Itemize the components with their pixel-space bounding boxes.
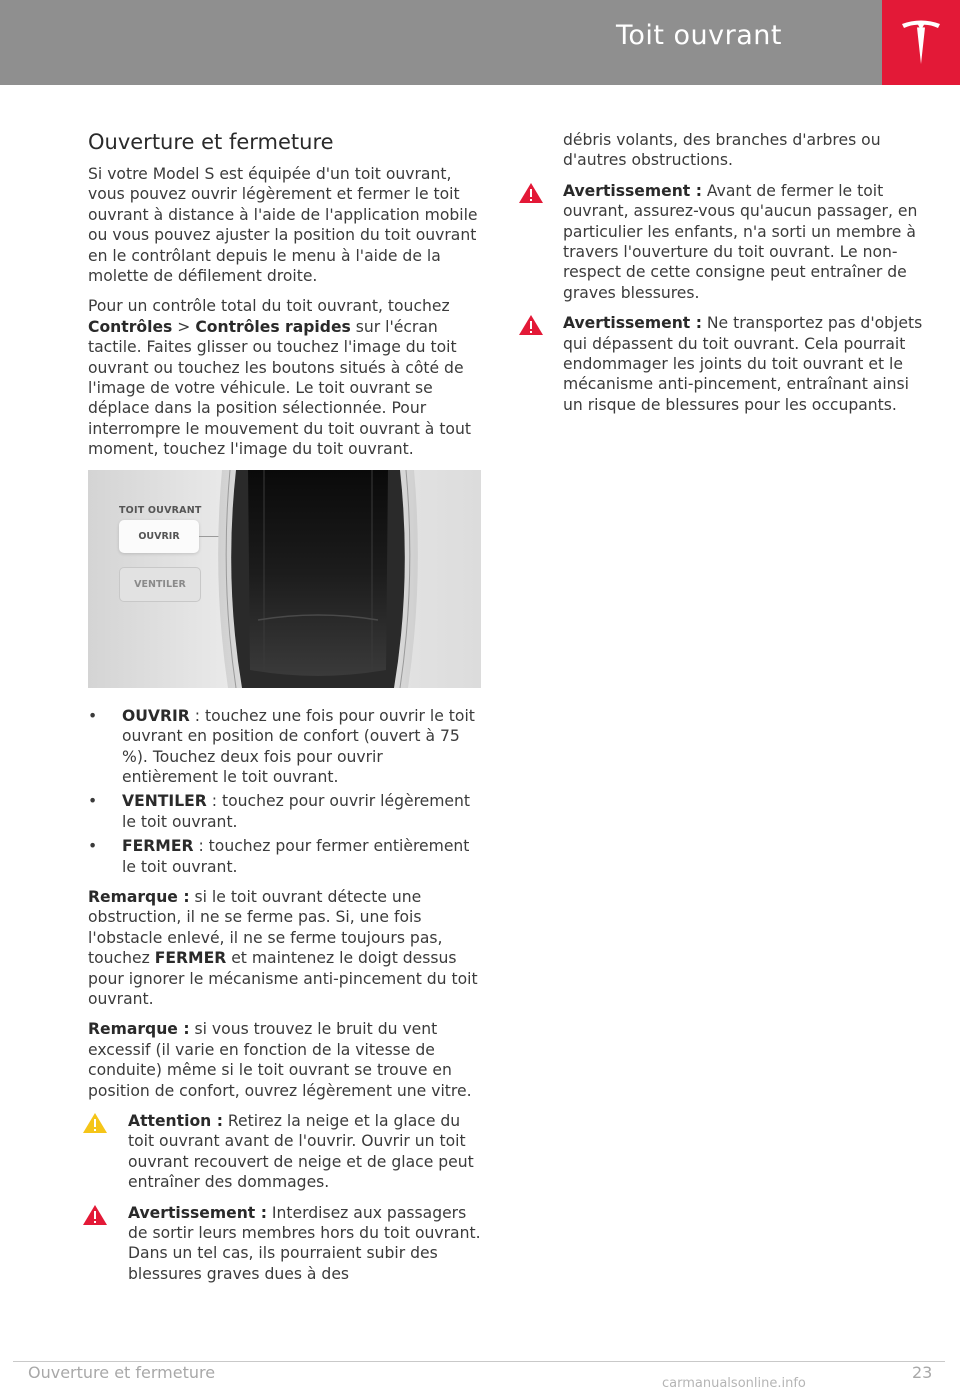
figure-vent-button: VENTILER xyxy=(119,567,201,602)
note-text: et maintenez le doigt dessus pour ignorer le mécanisme anti-pincement du toit ouvrant. xyxy=(88,949,478,1008)
warning-triangle-icon xyxy=(518,314,544,336)
warning-triangle-icon xyxy=(518,182,544,204)
page-header xyxy=(0,0,882,85)
caution-notice xyxy=(88,1111,483,1193)
list-item xyxy=(88,791,483,832)
warning-triangle-icon xyxy=(82,1204,108,1226)
controls-separator: > xyxy=(172,317,196,336)
figure-label: TOIT OUVRANT xyxy=(119,504,202,516)
bullet-text: : touchez pour ouvrir légèrement le toit ouvrant. xyxy=(122,792,471,831)
bullet-icon: • xyxy=(88,706,98,725)
note-text: si le toit ouvrant détecte une obstruction, il ne se ferme pas. Si, une fois l'obstacle enlevé, il ne se ferme toujours pas, touchez xyxy=(88,887,443,968)
intro-paragraph: Si votre Model S est équipée d'un toit ouvrant, vous pouvez ouvrir légèrement et fermer le toit ouvrant à distance à l'aide de l'application mobile ou vous pouvez ajuster la position du toit ouvrant en le contrôlant depuis le menu à l'aide de la molette de défilement droite. xyxy=(88,165,478,286)
footer-section-title: Ouverture et fermeture xyxy=(28,1363,216,1382)
figure-open-button: OUVRIR xyxy=(119,520,199,553)
section-heading: Ouverture et fermeture xyxy=(88,130,334,154)
bullet-term: VENTILER xyxy=(122,792,207,811)
footer-divider xyxy=(13,1361,945,1362)
caution-label: Attention : xyxy=(128,1112,223,1130)
page-title: Toit ouvrant xyxy=(615,20,782,51)
brand-logo xyxy=(882,0,960,85)
car-roof-image xyxy=(218,470,418,688)
warning-notice xyxy=(563,313,923,415)
note-paragraph xyxy=(88,887,483,1009)
note-label: Remarque : xyxy=(88,887,190,906)
left-column xyxy=(88,128,483,1294)
watermark: carmanualsonline.info xyxy=(662,1376,806,1391)
controls-paragraph xyxy=(88,296,483,459)
list-item xyxy=(88,836,483,877)
bullet-icon: • xyxy=(88,792,98,811)
tesla-logo-icon xyxy=(900,18,942,66)
bullet-icon: • xyxy=(88,837,98,856)
continuation-text: débris volants, des branches d'arbres ou d'autres obstructions. xyxy=(563,131,881,170)
controls-text: Pour un contrôle total du toit ouvrant, touchez xyxy=(88,297,450,316)
warning-text: Ne transportez pas d'objets qui dépassent du toit ouvrant. Cela pourrait endommager les joints du toit ouvrant et le mécanisme anti-pincement, entraînant ainsi un risque de blessures pour les occupants. xyxy=(563,314,923,414)
warning-label: Avertissement : xyxy=(128,1203,267,1222)
page-number: 23 xyxy=(912,1363,933,1382)
warning-label: Avertissement : xyxy=(563,314,702,333)
note-text: si vous trouvez le bruit du vent excessif (il varie en fonction de la vitesse de conduite) même si le toit ouvrant se trouve en position de confort, ouvrez légèrement une vitre. xyxy=(88,1020,472,1100)
button-list xyxy=(88,706,483,877)
controls-term: Contrôles xyxy=(88,317,173,336)
warning-text: Interdisez aux passagers de sortir leurs membres hors du toit ouvrant. Dans un tel cas, ils pourraient subir des blessures graves dues à des xyxy=(128,1203,481,1283)
note-term: FERMER xyxy=(154,949,227,968)
caution-triangle-icon xyxy=(82,1112,108,1134)
list-item xyxy=(88,706,483,788)
bullet-text: : touchez une fois pour ouvrir le toit ouvrant en position de confort (ouvert à 75 %). Touchez deux fois pour ouvrir entièrement le toit ouvrant. xyxy=(122,706,475,786)
sunroof-figure xyxy=(88,470,481,688)
bullet-term: FERMER xyxy=(122,837,194,856)
warning-notice xyxy=(563,181,923,303)
warning-text: Avant de fermer le toit ouvrant, assurez-vous qu'aucun passager, en particulier les enfants, n'a sorti un membre à travers l'ouverture du toit ouvrant. Le non-respect de cette consigne peut entraîner de graves blessures. xyxy=(563,181,918,302)
controls-text-rest: sur l'écran tactile. Faites glisser ou touchez l'image du toit ouvrant ou touchez les boutons situés à côté de l'image de votre véhicule. Le toit ouvrant se déplace dans la position sélectionnée. Pour interrompre le mouvement du toit ouvrant à tout moment, touchez l'image du toit ouvrant. xyxy=(88,317,471,459)
note-paragraph xyxy=(88,1019,483,1101)
quick-controls-term: Contrôles rapides xyxy=(195,317,351,336)
warning-label: Avertissement : xyxy=(563,181,702,200)
warning-notice xyxy=(88,1203,483,1285)
note-label: Remarque : xyxy=(88,1020,190,1039)
bullet-term: OUVRIR xyxy=(122,706,190,725)
bullet-text: : touchez pour fermer entièrement le toit ouvrant. xyxy=(122,837,470,876)
caution-text: Retirez la neige et la glace du toit ouvrant avant de l'ouvrir. Ouvrir un toit ouvrant recouvert de neige et de glace peut entraîner des dommages. xyxy=(128,1112,474,1192)
right-column xyxy=(563,130,923,425)
